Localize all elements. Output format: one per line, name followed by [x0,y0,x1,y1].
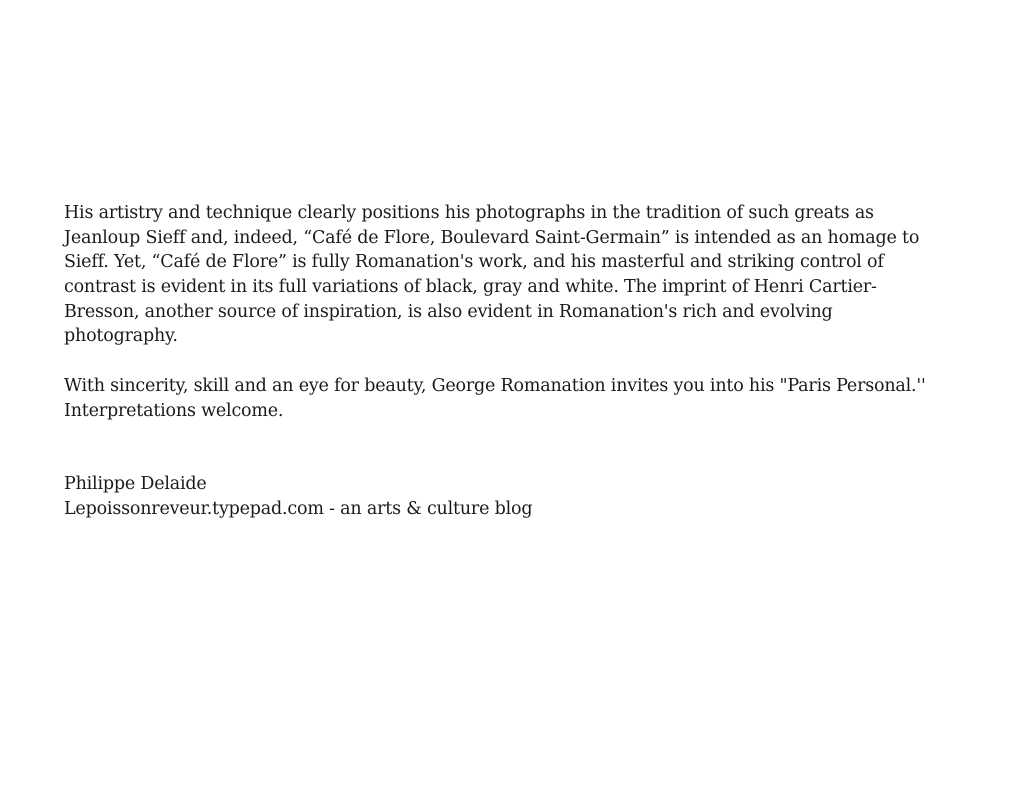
paragraph-line: Interpretations welcome. [64,400,284,421]
paragraph-line: His artistry and technique clearly positions his photographs in the tradition of such greats as [64,203,874,223]
paragraph-line: photography. [64,326,178,347]
source-blog: Lepoissonreveur.typepad.com - an arts & culture blog [64,498,533,519]
paragraph-line: Jeanloup Sieff and, indeed, “Café de Flore, Boulevard Saint-Germain” is intended as an homage to [64,227,920,248]
paragraph-line: contrast is evident in its full variations of black, gray and white. The imprint of Henri Cartier- [64,277,877,298]
paragraph-line: With sincerity, skill and an eye for beauty, George Romanation invites you into his "Paris Personal.'' [64,375,926,396]
paragraph-artistry [64,201,984,349]
signature-spacer [64,423,984,472]
signature-block [64,472,984,521]
paragraph-line: Sieff. Yet, “Café de Flore” is fully Romanation's work, and his masterful and striking control of [64,252,884,273]
article-text [64,201,984,522]
paragraph-invitation [64,374,984,423]
paragraph-line: Bresson, another source of inspiration, is also evident in Romanation's rich and evolving [64,301,833,322]
author-name: Philippe Delaide [64,474,207,495]
paragraph-spacer [64,349,984,374]
